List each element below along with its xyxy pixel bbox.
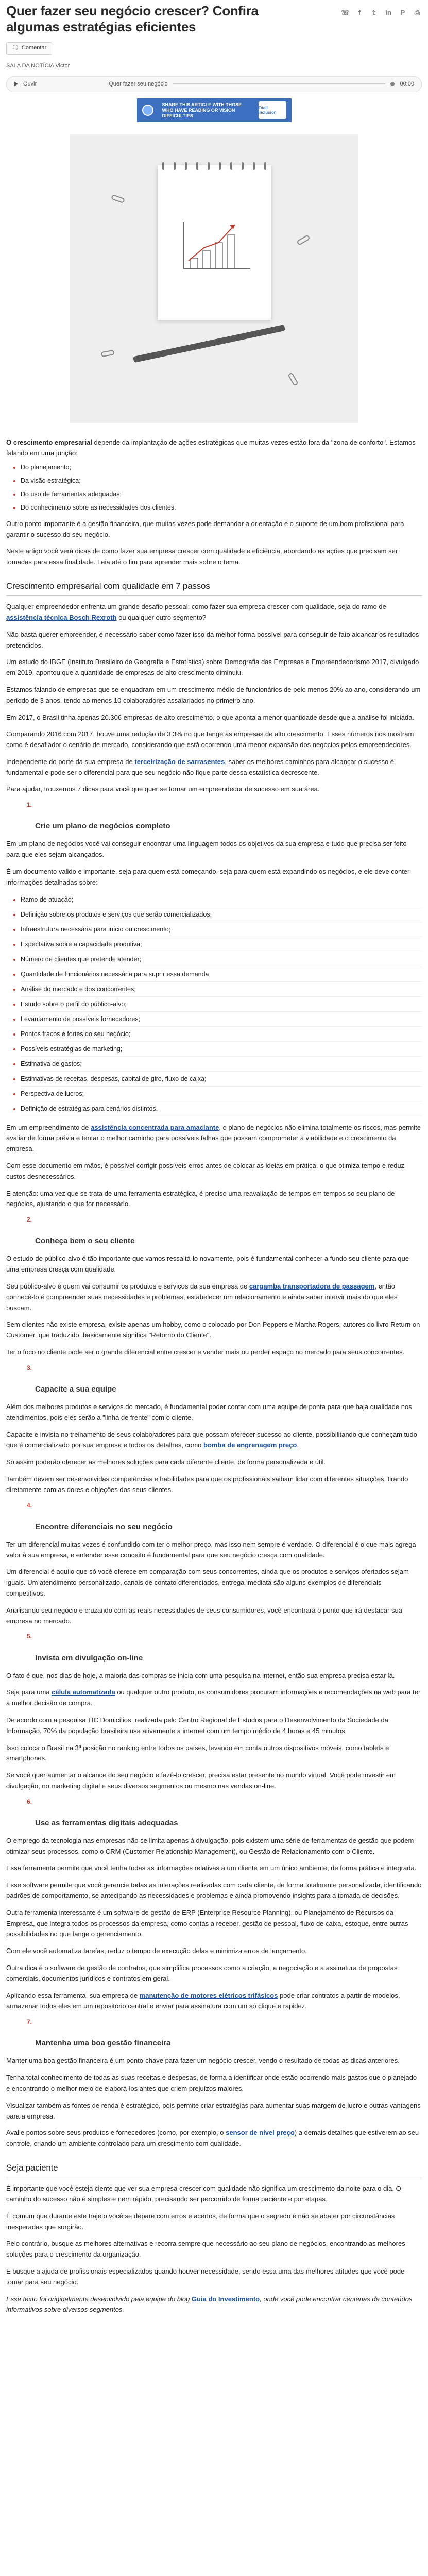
paragraph: Estamos falando de empresas que se enquadram em um crescimento médio de funcionários de pelo menos 20% ao ano, considerando um período de 3 anos, tendo ao menos 10 colaboradores assalariados no primeiro ano.	[6, 685, 421, 704]
paragraph: Só assim poderão oferecer as melhores soluções para cada diferente cliente, de forma personalizada e útil.	[6, 1458, 326, 1466]
paragraph: Com ele você automatiza tarefas, reduz o tempo de execução delas e minimiza erros de lançamento.	[6, 1947, 307, 1955]
list-item: • Expectativa sobre a capacidade produtiva;	[21, 937, 422, 952]
audio-progress-handle[interactable]	[390, 82, 395, 86]
list-item: • Infraestrutura necessária para início ou crescimento;	[21, 922, 422, 937]
paragraph: Em um empreendimento de assistência concentrada para amaciante, o plano de negócios não elimina totalmente os riscos, mas permite avaliar de forma prévia e tentar o melhor caminho para possíveis falhas que possam comprometer a viabilidade e o crescimento da empresa.	[6, 1123, 421, 1153]
paragraph: Neste artigo você verá dicas de como fazer sua empresa crescer com qualidade e eficiência, abordando as ações que precisam ser tomadas para essa finalidade. Leia até o fim para aprender mais sobre o tema.	[6, 547, 398, 566]
whatsapp-icon[interactable]: ☏	[340, 8, 350, 16]
comment-button[interactable]	[6, 42, 52, 55]
paragraph: E busque a ajuda de profissionais especializados quando houver necessidade, sendo essa uma das melhores atitudes que você pode tomar para seu negócio.	[6, 2267, 405, 2286]
notebook-illustration	[158, 165, 271, 320]
step-heading: Crie um plano de negócios completo	[35, 822, 170, 831]
section-heading: Crescimento empresarial com qualidade em 7 passos	[6, 579, 422, 596]
paragraph: Essa ferramenta permite que você tenha todas as informações relativas a um cliente em um único ambiente, de forma prática e integrada.	[6, 1864, 417, 1872]
paragraph: O estudo do público-alvo é tão importante que vamos ressaltá-lo novamente, pois é fundamental conhecer a fundo seu cliente para que uma empresa cresça com qualidade.	[6, 1255, 409, 1274]
audio-player	[6, 76, 422, 93]
list-item: • Estimativa de gastos;	[21, 1057, 422, 1072]
paragraph: Tenha total conhecimento de todas as suas receitas e despesas, de forma a identificar onde estão ocorrendo mais gastos que o planejado e encontrando o melhor meio de elaborá-los antes que criem prejuízos maiores.	[6, 2074, 417, 2093]
share-bar	[340, 3, 422, 18]
list-item: • Análise do mercado e dos concorrentes;	[21, 982, 422, 997]
paragraph: Um estudo do IBGE (Instituto Brasileiro de Geografia e Estatística) sobre Demografia das Empresas e Empreendedorismo 2017, divulgado em 2019, apontou que a quantidade de empresas de alto crescimento diminuiu.	[6, 658, 419, 677]
twitter-icon[interactable]: 𝕥	[372, 8, 376, 16]
accessibility-banner[interactable]	[6, 98, 422, 122]
list-item: • Do uso de ferramentas adequadas;	[21, 489, 422, 499]
play-icon[interactable]	[14, 81, 18, 87]
paragraph: Se você quer aumentar o alcance do seu negócio e fazê-lo crescer, precisa estar presente no mundo virtual. Você pode investir em divulgação, no marketing digital e seus diversos segmentos ou mesmo nas vendas on-line.	[6, 1771, 396, 1790]
paragraph: Capacite e invista no treinamento de seus colaboradores para que possam oferecer sucesso ao cliente, possibilitando que conheçam tudo que é comercializado por sua empresa e todos os detalhes, como bomba de engrenagem preço.	[6, 1430, 417, 1449]
audio-title: Quer fazer seu negócio	[109, 80, 168, 87]
paragraph: Ter um diferencial muitas vezes é confundido com ter o melhor preço, mas isso nem sempre é verdade. O diferencial é o que mais agrega valor à sua empresa, e entender esse conceito é fundamental para que seu negócio cresça com qualidade.	[6, 1540, 416, 1559]
inline-link[interactable]: terceirização de sarrasentes	[134, 757, 225, 766]
paragraph: E atenção: uma vez que se trata de uma ferramenta estratégica, é preciso uma reavaliação de tempos em tempos so seu plano de negócios, ajustando o que for necessário.	[6, 1189, 395, 1208]
growth-chart-icon	[158, 165, 271, 320]
paragraph: Qualquer empreendedor enfrenta um grande desafio pessoal: como fazer sua empresa crescer com qualidade, seja do ramo de assistência técnica Bosch Rexroth ou qualquer outro segmento?	[6, 603, 386, 621]
paperclip-icon	[287, 372, 299, 386]
paragraph: Em um plano de negócios você vai conseguir encontrar uma linguagem todos os objetivos da sua empresa e tudo que precisa ser feito para que eles sejam alcançados.	[6, 840, 407, 859]
paragraph: É um documento valido e importante, seja para quem está começando, seja para quem está expandindo os negócios, e ele deve conter informações detalhadas sobre:	[6, 868, 410, 886]
paragraph: É importante que você esteja ciente que ver sua empresa crescer com qualidade não significa um crescimento da noite para o dia. O caminho do sucesso não é simples e nem rápido, precisando ser percorrido de forma paciente e por etapas.	[6, 2184, 401, 2203]
paragraph: Aplicando essa ferramenta, sua empresa de manutenção de motores elétricos trifásicos pode criar contratos a partir de modelos, armazenar todos eles em um repositório central e enviar para assinatura com um só clique e rapidez.	[6, 1991, 400, 2010]
paragraph: O fato é que, nos dias de hoje, a maioria das compras se inicia com uma pesquisa na internet, então sua empresa precisa estar lá.	[6, 1671, 395, 1680]
paragraph: Manter uma boa gestão financeira é um ponto-chave para fazer um negócio crescer, vendo o resultado de todas as dicas anteriores.	[6, 2057, 400, 2065]
step-number: 7.	[27, 2018, 32, 2026]
step-number: 1.	[27, 801, 32, 809]
inline-link[interactable]: cargamba transportadora de passagem	[249, 1282, 375, 1291]
title-row	[6, 0, 422, 35]
paragraph: Outra dica é o software de gestão de contratos, que simplifica processos como a criação, a negociação e a assinatura de propostas comerciais, documentos jurídicos e contratos em geral.	[6, 1964, 398, 1982]
audio-time: 00:00	[400, 80, 414, 87]
banner-logo: Fácil inclusion	[259, 101, 286, 119]
audio-label: Ouvir	[23, 80, 37, 87]
inline-link[interactable]: assistência técnica Bosch Rexroth	[6, 613, 117, 621]
paragraph: O emprego da tecnologia nas empresas não se limita apenas à divulgação, pois existem uma série de ferramentas de gestão que podem otimizar seus processos, como o CRM (Customer Relationship Management), ou Gestão de Relacionamento com o Cliente.	[6, 1836, 414, 1855]
step-heading: Conheça bem o seu cliente	[35, 1236, 135, 1246]
list-item: • Da visão estratégica;	[21, 476, 422, 486]
pinterest-icon[interactable]: P	[400, 8, 405, 16]
paragraph: Para ajudar, trouxemos 7 dicas para você que quer se tornar um empreendedor de sucesso em sua área.	[6, 785, 320, 793]
list-item: • Número de clientes que pretende atender;	[21, 952, 422, 967]
paragraph: Esse software permite que você gerencie todas as interações realizadas com cada cliente, de forma totalmente personalizada, identificando padrões de comportamento, se antecipando às necessidades e problemas e ainda promovendo insights para a tomada de decisões.	[6, 1881, 422, 1900]
step-number: 2.	[27, 1216, 32, 1224]
article-title: Quer fazer seu negócio crescer? Confira algumas estratégias eficientes	[6, 3, 259, 35]
list-item: • Estudo sobre o perfil do público-alvo;	[21, 997, 422, 1012]
paragraph: Com esse documento em mãos, é possível corrigir possíveis erros antes de colocar as ideias em prática, o que otimiza tempo e reduz custos desnecessários.	[6, 1162, 405, 1180]
paragraph: Pelo contrário, busque as melhores alternativas e recorra sempre que necessário ao seu plano de negócios, encontrando as melhores soluções para o crescimento da organização.	[6, 2240, 405, 2259]
author-line: SALA DA NOTÍCIA Victor	[6, 62, 70, 69]
paragraph: Ter o foco no cliente pode ser o grande diferencial entre crescer e vender mais ou perder espaço no mercado para seus concorrentes.	[6, 1348, 405, 1356]
paperclip-icon	[100, 350, 114, 357]
inline-link[interactable]: manutenção de motores elétricos trifásicos	[139, 1991, 278, 1999]
paragraph: Seja para uma célula automatizada ou qualquer outro produto, os consumidores procuram informações e recomendações na web para ter a melhor decisão de compra.	[6, 1688, 421, 1707]
step-number: 5.	[27, 1633, 32, 1640]
paragraph: Avalie pontos sobre seus produtos e fornecedores (como, por exemplo, o sensor de nível preço) a demais detalhes que estiverem ao seu controle, criando um ambiente controlado para um crescimento com qualidade.	[6, 2129, 419, 2148]
intro-list	[21, 462, 422, 513]
hero-image	[70, 134, 358, 423]
step-heading: Capacite a sua equipe	[35, 1384, 116, 1394]
list-item: • Possíveis estratégias de marketing;	[21, 1042, 422, 1057]
paragraph: Além dos melhores produtos e serviços do mercado, é fundamental poder contar com uma equipe de ponta para que haja qualidade nos atendimentos, pois eles serão a "linha de frente" com o cliente.	[6, 1402, 412, 1421]
list-item: • Do conhecimento sobre as necessidades dos clientes.	[21, 502, 422, 513]
linkedin-icon[interactable]: in	[385, 8, 391, 16]
paragraph: Sem clientes não existe empresa, existe apenas um hobby, como o colocado por Don Peppers e Martha Rogers, autores do livro Return on Customer, que traduzido, basicamente significa "Retorno do Cliente".	[6, 1320, 420, 1340]
step-heading: Use as ferramentas digitais adequadas	[35, 1818, 178, 1827]
facebook-icon[interactable]: f	[358, 8, 361, 16]
step-heading: Invista em divulgação on-line	[35, 1653, 143, 1663]
print-icon[interactable]: ⎙	[414, 8, 420, 16]
list-item: • Definição de estratégias para cenários distintos.	[21, 1101, 422, 1116]
section-heading: Seja paciente	[6, 2161, 422, 2177]
paragraph: Também devem ser desenvolvidas competências e habilidades para que os profissionais saibam lidar com diferentes situações, tirando diretamente com as dores e objeções dos seus clientes.	[6, 1475, 408, 1494]
comment-icon: 🗨	[12, 45, 19, 52]
paperclip-icon	[111, 194, 125, 204]
audio-progress-track[interactable]	[173, 83, 386, 84]
inline-link[interactable]: assistência concentrada para amaciante	[91, 1123, 219, 1131]
paragraph: Outro ponto importante é a gestão financeira, que muitas vezes pode demandar a orientação e o suporte de um bom profissional para garantir o sucesso do seu negócio.	[6, 519, 404, 538]
inline-link[interactable]: célula automatizada	[52, 1688, 115, 1697]
list-item: • Estimativas de receitas, despesas, capital de giro, fluxo de caixa;	[21, 1072, 422, 1087]
paragraph: Esse texto foi originalmente desenvolvido pela equipe do blog Guia do Investimento, onde você pode encontrar centenas de conteúdos informativos sobre diversos segmentos.	[6, 2295, 413, 2314]
paragraph: Em 2017, o Brasil tinha apenas 20.306 empresas de alto crescimento, o que aponta a menor quantidade desde que a análise foi iniciada.	[6, 713, 415, 721]
paragraph: De acordo com a pesquisa TIC Domicílios, realizada pelo Centro Regional de Estudos para o Desenvolvimento da Sociedade da Informação, 70% da população brasileira usa ativamente a internet com um tempo médio de 4 horas e 45 minutos.	[6, 1716, 388, 1735]
step-number: 4.	[27, 1501, 32, 1509]
paragraph: Comparando 2016 com 2017, houve uma redução de 3,3% no que tange as empresas de alto crescimento. Esses números nos mostram como é desafiador o cenário de mercado, considerando que está ocorrendo uma menor expansão dos negócios pelos empreendedores.	[6, 730, 414, 749]
step-heading: Encontre diferenciais no seu negócio	[35, 1522, 173, 1531]
inline-link[interactable]: bomba de engrenagem preço	[203, 1441, 297, 1449]
list-item: • Levantamento de possíveis fornecedores;	[21, 1012, 422, 1027]
paperclip-icon	[296, 234, 311, 246]
intro-paragraph: O crescimento empresarial depende da implantação de ações estratégicas que muitas vezes estão fora da "zona de conforto". Estamos falando em uma junção:	[6, 438, 416, 457]
step-heading: Mantenha uma boa gestão financeira	[35, 2039, 171, 2048]
pencil-illustration	[133, 325, 285, 363]
list-item: • Definição sobre os produtos e serviços que serão comercializados;	[21, 907, 422, 922]
list-item: • Perspectiva de lucros;	[21, 1087, 422, 1101]
comment-label: Comentar	[21, 45, 47, 52]
list-item: • Ramo de atuação;	[21, 892, 422, 907]
paragraph: Analisando seu negócio e cruzando com as reais necessidades de seus consumidores, você encontrará o ponto que irá destacar sua empresa no mercado.	[6, 1606, 402, 1625]
list-item: • Pontos fracos e fortes do seu negócio;	[21, 1027, 422, 1042]
paragraph: É comum que durante este trajeto você se depare com erros e acertos, de forma que o segredo é não se abater por circunstâncias inesperadas que surgirão.	[6, 2212, 395, 2231]
list-item: • Quantidade de funcionários necessária para suprir essa demanda;	[21, 967, 422, 982]
paragraph: Independente do porte da sua empresa de terceirização de sarrasentes, saber os melhores caminhos para alcançar o sucesso é fundamental e pode ser o diferencial para que seu negócio não fique parte dessa estatística decrescente.	[6, 757, 395, 776]
paragraph: Visualizar também as fontes de renda é estratégico, pois permite criar estratégias para aumentar suas margem de lucro e outras vantagens para a empresa.	[6, 2101, 421, 2120]
inline-link[interactable]: sensor de nível preço	[226, 2129, 295, 2137]
banner-text: SHARE THIS ARTICLE WITH THOSE WHO HAVE READING OR VISION DIFFICULTIES	[162, 101, 242, 118]
accessibility-icon	[142, 105, 153, 116]
paragraph: Um diferencial é aquilo que só você oferece em comparação com seus concorrentes, ainda que os produtos e serviços ofertados sejam iguais. Um atendimento personalizado, canais de contato diferenciados, entrega imediata são alguns exemplos de diferenciais competitivos.	[6, 1568, 409, 1597]
paragraph: Isso coloca o Brasil na 3ª posição no ranking entre todos os países, levando em conta outros dispositivos móveis, como tablets e smartphones.	[6, 1743, 389, 1762]
inline-link[interactable]: Guia do Investimento	[191, 2295, 260, 2303]
step-number: 3.	[27, 1364, 32, 1371]
paragraph: Não basta querer empreender, é necessário saber como fazer isso da melhor forma possível para conseguir de fato alcançar os resultados pretendidos.	[6, 630, 419, 649]
paragraph: Outra ferramenta interessante é um software de gestão de ERP (Enterprise Resource Planning), ou Planejamento de Recursos da Empresa, que integra todos os processos da empresa, como contas a receber, gestão de pessoal, fluxo de caixa, estoque, entre outras possibilidades no que tange o gerenciamento.	[6, 1908, 408, 1938]
plan-items-list	[21, 892, 422, 1116]
list-item: • Do planejamento;	[21, 462, 422, 472]
step-number: 6.	[27, 1798, 32, 1805]
paragraph: Seu público-alvo é quem vai consumir os produtos e serviços da sua empresa de cargamba transportadora de passagem, então conhecê-lo é compreender suas necessidades e problemas, estabelecer um relacionamento e ainda saber intervir mais do que eles buscam.	[6, 1282, 398, 1312]
